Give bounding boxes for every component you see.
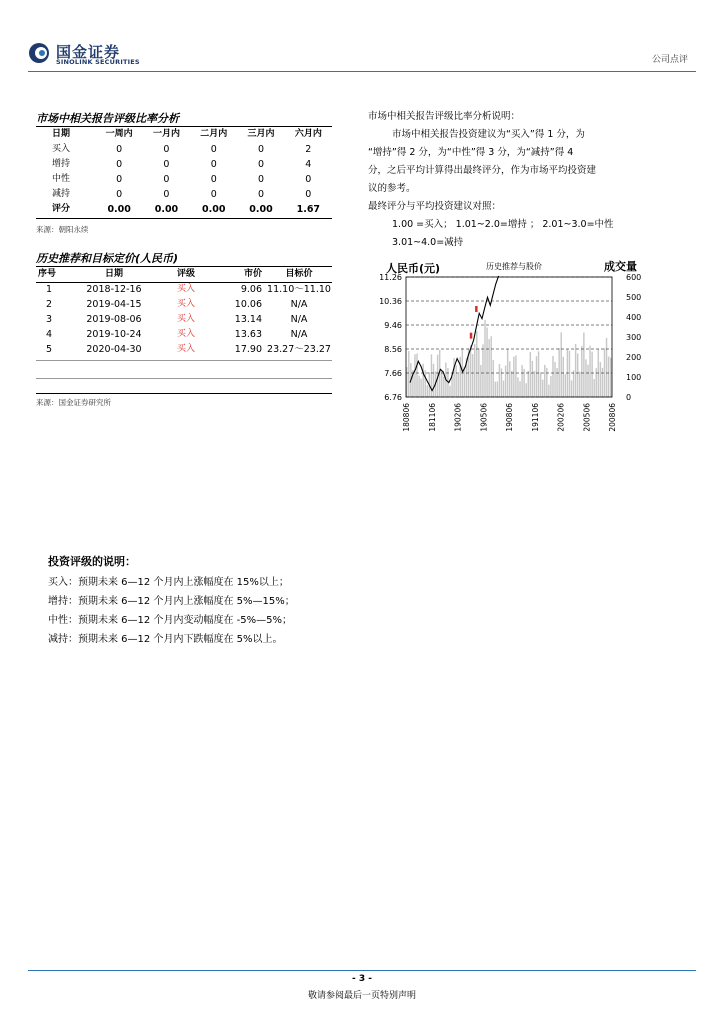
volume-bar <box>525 383 526 397</box>
volume-bar <box>521 365 522 397</box>
volume-bar <box>593 379 594 397</box>
table-row <box>36 282 332 297</box>
column-header: 日期 <box>52 129 71 139</box>
volume-bar <box>538 351 539 397</box>
history-rule <box>36 360 332 361</box>
y-left-ticks <box>379 273 402 402</box>
row-price: 17.90 <box>234 344 262 355</box>
volume-bar <box>493 360 494 397</box>
volume-bar <box>556 368 557 397</box>
table-row <box>36 327 332 342</box>
column-header: 日期 <box>104 269 123 279</box>
table-cell: 0 <box>210 174 217 185</box>
x-tick-label: 200806 <box>608 403 617 432</box>
column-header: 三月内 <box>247 129 275 139</box>
history-table-bottom-rule <box>36 393 332 394</box>
volume-bar <box>596 368 597 397</box>
volume-bar <box>583 333 584 397</box>
x-tick-label: 180806 <box>402 403 411 432</box>
recommendation-marker <box>470 333 473 339</box>
x-tick-label: 190806 <box>505 403 514 432</box>
logo-text-en: SINOLINK SECURITIES <box>56 58 140 66</box>
volume-bar <box>505 366 506 397</box>
volume-bar <box>528 371 529 397</box>
table-cell: 0 <box>305 174 312 185</box>
explanation-line: 市场中相关报告投资建议为“买入”得 1 分，为 <box>392 129 585 140</box>
volume-bar <box>552 356 553 397</box>
table-row <box>36 297 332 312</box>
row-price: 10.06 <box>234 299 262 310</box>
y-left-label: 人民币(元) <box>386 262 441 275</box>
volume-bar <box>470 345 471 397</box>
row-label: 买入 <box>52 144 71 154</box>
table-cell: 0 <box>210 144 217 155</box>
volume-bar <box>606 338 607 397</box>
x-tick-label: 191106 <box>530 403 540 432</box>
volume-bar <box>548 385 549 397</box>
x-tick-label: 200506 <box>582 403 592 432</box>
y-right-tick-label: 100 <box>626 373 642 382</box>
column-header: 评级 <box>176 269 195 279</box>
volume-bar <box>540 372 541 397</box>
history-header-rule <box>36 282 332 283</box>
volume-bar <box>441 371 442 397</box>
volume-bar <box>476 331 477 397</box>
row-number: 5 <box>46 344 53 355</box>
note-add: 增持：预期未来 6—12 个月内上涨幅度在 5%—15%； <box>48 596 295 607</box>
volume-bar <box>455 365 456 397</box>
page-number: - 3 - <box>352 974 372 984</box>
volume-bar <box>569 351 570 397</box>
footer-divider <box>28 970 696 971</box>
table-cell: 0 <box>257 159 265 170</box>
volume-bar <box>497 382 498 397</box>
table-row <box>36 172 332 187</box>
y-left-tick-label: 10.36 <box>379 297 402 306</box>
table-cell: 0 <box>163 159 170 170</box>
table-cell: 0 <box>257 144 265 155</box>
y-left-tick-label: 9.46 <box>384 321 402 330</box>
volume-bar <box>608 356 609 397</box>
row-label: 减持 <box>52 189 71 199</box>
x-tick-label: 200206 <box>556 403 566 432</box>
note-reduce: 减持：预期未来 6—12 个月内下跌幅度在 5%以上。 <box>48 634 283 645</box>
table-cell: 0 <box>116 174 123 185</box>
row-label: 增持 <box>52 159 71 169</box>
row-label: 评分 <box>52 204 71 214</box>
x-tick-label: 190206 <box>453 403 463 432</box>
y-right-ticks <box>626 273 641 402</box>
note-neutral: 中性：预期未来 6—12 个月内变动幅度在 -5%—5%； <box>48 615 292 626</box>
explanation-title: 市场中相关报告评级比率分析说明： <box>368 111 521 122</box>
volume-bar <box>420 379 421 397</box>
column-header: 二月内 <box>200 129 228 139</box>
volume-bar <box>416 354 417 397</box>
volume-bar <box>408 351 409 397</box>
table-cell: 0 <box>163 189 170 200</box>
volume-bar <box>563 357 564 397</box>
history-table <box>36 267 332 357</box>
note-buy: 买入：预期未来 6—12 个月内上涨幅度在 15%以上； <box>48 577 289 588</box>
volume-bar <box>542 380 543 397</box>
row-rating: 买入 <box>176 344 195 354</box>
row-rating: 买入 <box>176 299 195 309</box>
volume-bar <box>433 364 434 397</box>
volume-bar <box>422 364 423 397</box>
y-right-tick-label: 400 <box>626 313 642 322</box>
y-right-tick-label: 0 <box>626 393 632 402</box>
y-left-tick-label: 7.66 <box>384 369 402 378</box>
row-number: 3 <box>46 314 53 325</box>
volume-bar <box>573 370 574 397</box>
table-row <box>36 187 332 202</box>
table-cell: 0 <box>257 174 265 185</box>
row-date: 2019-10-24 <box>86 329 142 340</box>
table-cell: 0.00 <box>249 204 273 215</box>
column-header: 一周内 <box>105 129 133 139</box>
table-row <box>36 342 332 357</box>
volume-bar <box>565 374 566 397</box>
explanation-line: “增持”得 2 分，为“中性”得 3 分，为“减持”得 4 <box>368 147 574 158</box>
explanation-line: 分，之后平均计算得出最终评分，作为市场平均投资建 <box>368 165 597 176</box>
explanation-line: 3.01~4.0=减持 <box>392 237 464 248</box>
recommendation-marker <box>475 306 478 312</box>
logo-text-cn: 国金证券 <box>56 43 121 61</box>
table-cell: 0.00 <box>202 204 226 215</box>
y-right-label: 成交量 <box>604 260 637 273</box>
table-cell: 0.00 <box>154 204 179 215</box>
y-right-tick-label: 200 <box>626 353 642 362</box>
volume-bar <box>550 376 551 397</box>
row-rating: 买入 <box>176 329 195 339</box>
x-ticks <box>402 403 617 432</box>
history-table-header <box>36 267 332 282</box>
row-date: 2020-04-30 <box>86 344 142 355</box>
volume-bar <box>453 358 454 397</box>
row-rating: 买入 <box>176 314 195 324</box>
volume-bar <box>591 352 592 397</box>
volume-bar <box>554 362 555 397</box>
volume-bar <box>587 365 588 397</box>
logo-icon <box>28 42 50 64</box>
row-date: 2018-12-16 <box>86 284 142 295</box>
volume-bar <box>499 364 500 397</box>
table-cell: 0 <box>305 189 312 200</box>
rating-section-title: 市场中相关报告评级比率分析 <box>36 112 179 125</box>
volume-bar <box>425 370 426 397</box>
y-right-tick-label: 500 <box>626 293 642 302</box>
explanation-line: 最终评分与平均投资建议对照： <box>368 201 502 212</box>
explanation-line: 议的参考。 <box>368 183 416 194</box>
y-right-tick-label: 600 <box>626 273 642 282</box>
row-rating: 买入 <box>176 284 195 294</box>
volume-bar <box>464 366 465 397</box>
row-date: 2019-08-06 <box>86 314 142 325</box>
volume-bar <box>414 354 415 397</box>
volume-bars <box>406 320 611 397</box>
volume-bar <box>534 371 535 397</box>
volume-bar <box>561 332 562 397</box>
row-date: 2019-04-15 <box>86 299 142 310</box>
rating-table <box>36 127 332 217</box>
volume-bar <box>610 358 611 397</box>
volume-bar <box>449 386 450 397</box>
table-row <box>36 142 332 157</box>
volume-bar <box>418 376 419 397</box>
volume-bar <box>515 355 516 397</box>
volume-bar <box>579 372 580 397</box>
y-left-tick-label: 6.76 <box>384 393 402 402</box>
history-section-title: 历史推荐和目标定价(人民币) <box>36 252 179 265</box>
x-tick-label: 190506 <box>479 403 489 432</box>
history-rule <box>36 378 332 379</box>
volume-bar <box>571 380 572 397</box>
volume-bar <box>530 352 531 397</box>
row-target: N/A <box>290 329 308 340</box>
history-source: 来源：国金证券研究所 <box>36 398 111 407</box>
row-price: 9.06 <box>240 284 262 295</box>
volume-bar <box>458 374 459 397</box>
y-right-tick-label: 300 <box>626 333 642 342</box>
notes-title: 投资评级的说明： <box>48 555 136 568</box>
volume-bar <box>451 377 452 397</box>
rating-table-header <box>36 127 332 142</box>
volume-bar <box>488 339 489 397</box>
volume-bar <box>577 353 578 397</box>
y-left-tick-label: 8.56 <box>384 345 402 354</box>
column-header: 六月内 <box>294 129 322 139</box>
column-header: 序号 <box>38 269 57 279</box>
volume-bar <box>472 354 473 397</box>
table-cell: 4 <box>305 159 312 170</box>
table-cell: 1.67 <box>296 204 321 215</box>
column-header: 目标价 <box>285 269 313 279</box>
report-type-label: 公司点评 <box>651 55 688 65</box>
volume-bar <box>544 365 545 397</box>
volume-bar <box>600 362 601 397</box>
row-number: 1 <box>46 284 53 295</box>
volume-bar <box>480 365 481 397</box>
volume-bar <box>575 344 576 397</box>
table-cell: 0 <box>163 174 170 185</box>
volume-bar <box>536 356 537 397</box>
table-row-score <box>36 202 332 217</box>
volume-bar <box>604 348 605 397</box>
volume-bar <box>482 344 483 397</box>
table-cell: 0 <box>116 189 123 200</box>
x-tick-label: 181106 <box>427 403 437 432</box>
volume-bar <box>581 346 582 397</box>
table-cell: 0 <box>116 144 123 155</box>
row-target: 11.10～11.10 <box>267 284 331 295</box>
row-target: N/A <box>290 314 308 325</box>
row-price: 13.14 <box>234 314 262 325</box>
volume-bar <box>532 361 533 397</box>
volume-bar <box>495 382 496 397</box>
volume-bar <box>443 377 444 397</box>
table-cell: 0 <box>210 159 217 170</box>
volume-bar <box>517 377 518 397</box>
volume-bar <box>513 357 514 397</box>
volume-bar <box>486 328 487 397</box>
volume-bar <box>546 368 547 397</box>
volume-bar <box>503 381 504 397</box>
volume-bar <box>484 320 485 397</box>
table-cell: 0 <box>210 189 217 200</box>
volume-bar <box>478 348 479 397</box>
column-header: 市价 <box>243 269 262 279</box>
y-left-tick-label: 11.26 <box>379 273 402 282</box>
row-target: N/A <box>290 299 308 310</box>
row-number: 4 <box>46 329 53 340</box>
volume-bar <box>558 348 559 397</box>
explanation-line: 1.00 =买入； 1.01~2.0=增持 ； 2.01~3.0=中性 <box>392 219 614 230</box>
row-number: 2 <box>46 299 53 310</box>
volume-bar <box>519 381 520 397</box>
footer-disclaimer: 敬请参阅最后一页特别声明 <box>307 991 416 1001</box>
price-history-chart <box>366 257 656 437</box>
table-row <box>36 312 332 327</box>
table-cell: 0.00 <box>107 204 131 215</box>
volume-bar <box>585 359 586 397</box>
chart-title: 历史推荐与股价 <box>486 262 542 271</box>
volume-bar <box>427 385 428 397</box>
row-target: 23.27～23.27 <box>267 344 331 355</box>
volume-bar <box>602 368 603 397</box>
column-header: 一月内 <box>152 129 180 139</box>
volume-bar <box>511 371 512 397</box>
row-label: 中性 <box>52 174 71 184</box>
table-cell: 0 <box>116 159 123 170</box>
table-cell: 2 <box>305 144 312 155</box>
row-price: 13.63 <box>234 329 262 340</box>
volume-bar <box>490 336 491 397</box>
volume-bar <box>589 346 590 397</box>
table-cell: 0 <box>163 144 170 155</box>
rating-table-bottom-rule <box>36 218 332 219</box>
table-row <box>36 157 332 172</box>
header-divider <box>28 71 696 72</box>
table-cell: 0 <box>257 189 265 200</box>
volume-bar <box>474 344 475 397</box>
rating-source: 来源：朝阳永续 <box>36 225 89 234</box>
volume-bar <box>509 361 510 397</box>
